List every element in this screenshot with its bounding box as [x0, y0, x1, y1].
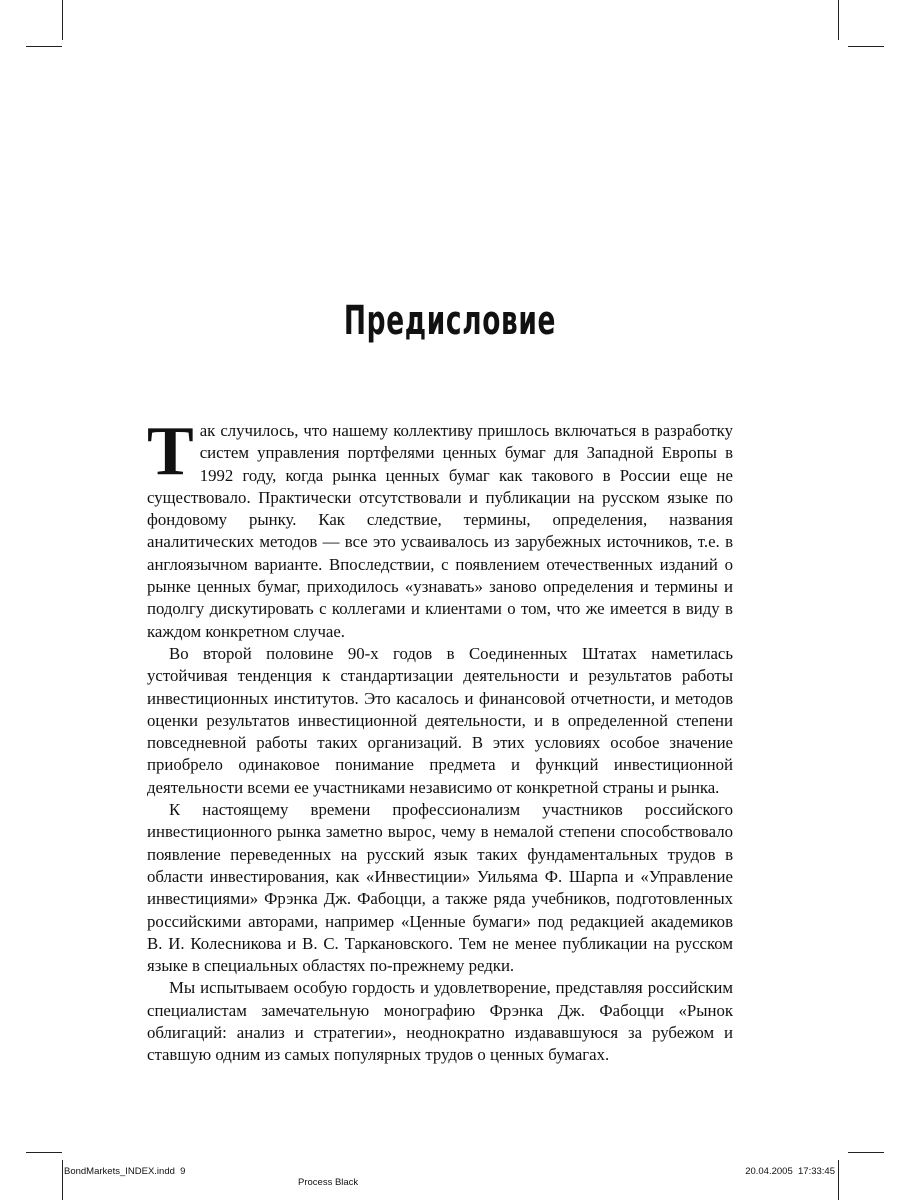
crop-mark: [838, 1160, 839, 1200]
body-text: [147, 413, 733, 1067]
crop-mark: [848, 1152, 884, 1153]
paragraph: Во второй половине 90-х годов в Соединенных Штатах наметилась устойчивая тенденция к стандартизации деятельности и результатов работы инвестиционных институтов. Это касалось и финансовой отчетности, и методов оценки результатов инвестиционной деятельности, и в определенной степени повседневной работы таких организаций. В этих условиях особое значение приобрело одинаковое понимание предмета и функций инвестиционной деятельности всеми ее участниками независимо от конкретной страны и рынка.: [147, 643, 733, 797]
paragraph: [147, 413, 733, 643]
crop-mark: [62, 1160, 63, 1200]
crop-mark: [848, 46, 884, 47]
drop-cap: Т: [147, 413, 194, 490]
paragraph: К настоящему времени профессионализм участников российского инвестиционного рынка заметно вырос, чему в немалой степени способствовало появление переведенных на русский язык таких фундаментальных трудов в области инвестирования, как «Инвестиции» Уильяма Ф. Шарпа и «Управление инвестициями» Фрэнка Дж. Фабоцци, а также ряда учебников, подготовленных российскими авторами, например «Ценные бумаги» под редакцией академиков В. И. Колесникова и В. С. Таркановского. Тем не менее публикации на русском языке в специальных областях по-прежнему редки.: [147, 800, 733, 976]
slug-color: [298, 1177, 358, 1188]
slug-file-name: BondMarkets_INDEX.indd: [64, 1166, 175, 1177]
slug-page-number: 9: [180, 1166, 186, 1177]
paragraph: Мы испытываем особую гордость и удовлетворение, представляя российским специалистам замечательную монографию Фрэнка Дж. Фабоцци «Рынок облигаций: анализ и стратегии», неоднократно издававшуюся за рубежом и ставшую одним из самых популярных трудов о ценных бумагах.: [147, 978, 733, 1065]
crop-mark: [26, 1152, 62, 1153]
crop-mark: [26, 46, 62, 47]
crop-mark: [838, 0, 839, 40]
slug-file-info: [64, 1166, 185, 1177]
slug-color-label: Process Black: [298, 1177, 359, 1188]
paragraph-text: ак случилось, что нашему коллективу пришлось включаться в разработку систем управления портфелями ценных бумаг для Западной Европы в 1992 году, когда рынка ценных бумаг как такового в России еще не существовало. Практически отсутствовали и публикации на русском языке по фондовому рынку. Как следствие, термины, определения, названия аналитических методов — все это усваивалось из зарубежных источников, т.е. в англоязычном варианте. Впоследствии, с появлением отечественных изданий о рынке ценных бумаг, приходилось «узнавать» заново определения и термины и подолгу дискутировать с коллегами и клиентами о том, что же имеется в виду в каждом конкретном случае.: [147, 421, 733, 641]
crop-mark: [62, 0, 63, 40]
slug-datetime: [745, 1166, 835, 1177]
page-title: Предисловие: [343, 298, 557, 344]
slug-date: 20.04.2005: [745, 1166, 793, 1177]
slug-time: 17:33:45: [798, 1166, 835, 1177]
